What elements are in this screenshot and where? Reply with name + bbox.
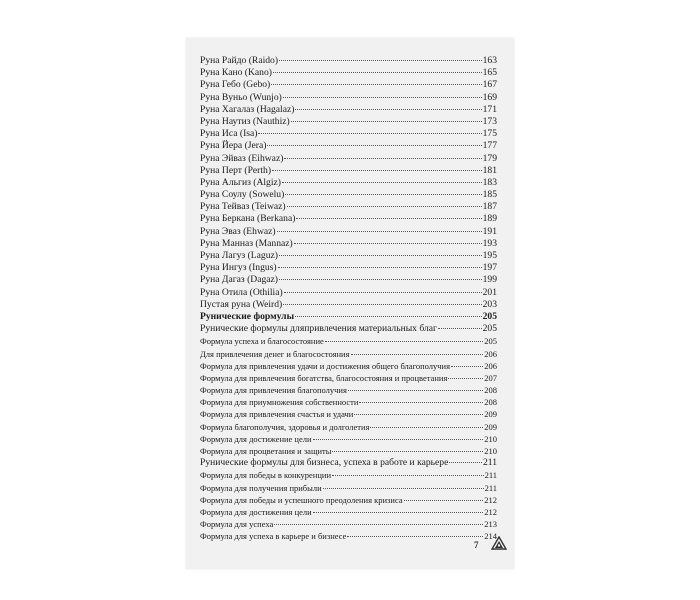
toc-entry xyxy=(200,92,497,104)
toc-entry xyxy=(200,408,497,420)
dot-leader xyxy=(283,97,482,98)
toc-entry-page: 205 xyxy=(484,336,497,347)
toc-entry-title: Руна Тейваз (Teiwaz) xyxy=(200,201,286,213)
toc-entry xyxy=(200,79,497,91)
dot-leader xyxy=(279,255,482,256)
toc-entry-title: Руна Гебо (Gebo) xyxy=(200,79,271,91)
toc-entry xyxy=(200,165,497,177)
toc-entry-title: Для привлечения денег и благосостояния xyxy=(200,348,350,359)
toc-entry-title: Руна Вуньо (Wunjo) xyxy=(200,91,282,103)
toc-entry xyxy=(200,189,497,201)
toc-entry-page: 206 xyxy=(484,348,497,359)
toc-entry xyxy=(200,372,497,384)
toc-entry-title: Рунические формулы дляпривлечения материальных благ xyxy=(200,323,437,335)
toc-entry xyxy=(200,226,497,238)
toc-entry-page: 210 xyxy=(484,446,497,456)
toc-entry-title: Формула для процветания и защиты xyxy=(200,446,332,456)
toc-entry-title: Формула для успеха xyxy=(200,519,274,530)
dot-leader xyxy=(284,292,482,293)
toc-entry-title: Руна Эйваз (Eihwaz) xyxy=(200,152,284,164)
dot-leader xyxy=(351,354,484,355)
toc-entry-title: Формула для победы в конкуренции xyxy=(200,470,332,481)
toc-entry-page: 175 xyxy=(482,128,497,140)
dot-leader xyxy=(359,402,483,403)
toc-entry xyxy=(200,323,497,335)
toc-entry-title: Руна Беркана (Berkana) xyxy=(200,213,296,225)
toc-entry-page: 207 xyxy=(484,372,497,383)
dot-leader xyxy=(277,231,482,232)
dot-leader xyxy=(273,72,482,73)
toc-entry xyxy=(200,335,497,347)
dot-leader xyxy=(271,84,481,85)
toc-entry-title: Руна Лагуз (Laguz) xyxy=(200,250,278,261)
toc-entry xyxy=(200,128,497,140)
toc-entry-page: 171 xyxy=(482,103,497,115)
toc-entry xyxy=(200,311,497,323)
toc-entry xyxy=(200,360,497,372)
toc-entry-page: 206 xyxy=(484,360,497,371)
toc-entry-page: 173 xyxy=(482,115,497,127)
toc-entry xyxy=(200,433,497,445)
toc-entry-title: Формула для получения прибыли xyxy=(200,482,322,493)
dot-leader xyxy=(278,267,482,268)
toc-entry xyxy=(200,55,497,67)
toc-entry-page: 177 xyxy=(482,140,497,152)
toc-entry-page: 201 xyxy=(482,286,497,298)
dot-leader xyxy=(313,512,484,513)
dot-leader xyxy=(284,158,481,159)
toc-entry-page: 208 xyxy=(484,385,497,396)
toc-entry-page: 195 xyxy=(482,250,497,261)
dot-leader xyxy=(272,170,482,171)
dot-leader xyxy=(294,243,482,244)
toc-entry xyxy=(200,396,497,408)
toc-entry xyxy=(200,530,497,542)
toc-entry-title: Руна Альгиз (Algiz) xyxy=(200,176,281,188)
toc-entry-page: 214 xyxy=(484,531,497,542)
toc-entry-page: 211 xyxy=(482,457,497,469)
toc-entry-page: 167 xyxy=(482,79,497,91)
toc-entry-title: Рунические формулы для бизнеса, успеха в работе и карьере xyxy=(200,457,449,469)
toc-entry-page: 189 xyxy=(482,213,497,225)
toc-entry-title: Руна Ингуз (Ingus) xyxy=(200,262,277,274)
toc-entry-page: 211 xyxy=(484,470,497,481)
toc-entry-title: Формула для достижения цели xyxy=(200,506,312,517)
toc-entry-page: 179 xyxy=(482,152,497,164)
toc-entry xyxy=(200,506,497,518)
dot-leader xyxy=(348,390,483,391)
dot-leader xyxy=(295,316,482,317)
toc-entry xyxy=(200,469,497,481)
toc-entry-title: Формула успеха и благосостояние xyxy=(200,336,324,347)
toc-entry xyxy=(200,457,497,469)
toc-entry xyxy=(200,421,497,433)
toc-entry-title: Формула для привлечения счастья и удачи xyxy=(200,409,354,420)
dot-leader xyxy=(449,462,482,463)
toc-entry-title: Рунические формулы xyxy=(200,310,295,322)
dot-leader xyxy=(274,524,483,525)
dot-leader xyxy=(279,279,482,280)
toc-entry-title: Формула для привлечения богатства, благосостояния и процветания xyxy=(200,372,448,383)
toc-entry-title: Руна Дагаз (Dagaz) xyxy=(200,274,278,286)
toc-entry-page: 210 xyxy=(484,433,497,444)
dot-leader xyxy=(282,182,482,183)
toc-entry-title: Формула для успеха в карьере и бизнесе xyxy=(200,531,347,542)
dot-leader xyxy=(332,475,484,476)
toc-entry-page: 205 xyxy=(482,310,497,322)
toc-entry-page: 203 xyxy=(482,298,497,310)
toc-entry-page: 165 xyxy=(482,67,497,79)
table-of-contents xyxy=(200,55,497,543)
toc-entry-title: Руна Райдо (Raido) xyxy=(200,55,279,66)
toc-entry-title: Руна Манназ (Mannaz) xyxy=(200,237,293,249)
toc-entry-title: Руна Эваз (Ehwaz) xyxy=(200,225,276,237)
dot-leader xyxy=(354,414,483,415)
toc-entry-title: Формула для приумножения собственности xyxy=(200,397,359,408)
toc-entry xyxy=(200,67,497,79)
toc-entry-page: 163 xyxy=(482,55,497,66)
dot-leader xyxy=(296,218,481,219)
toc-entry-page: 193 xyxy=(482,237,497,249)
dot-leader xyxy=(451,366,483,367)
toc-entry xyxy=(200,287,497,299)
toc-entry-page: 197 xyxy=(482,262,497,274)
toc-entry xyxy=(200,238,497,250)
dot-leader xyxy=(448,378,483,379)
dot-leader xyxy=(279,60,482,61)
dot-leader xyxy=(295,109,481,110)
toc-entry xyxy=(200,104,497,116)
dot-leader xyxy=(267,145,481,146)
toc-entry xyxy=(200,250,497,262)
toc-entry-title: Формула для победы и успешного преодоления кризиса xyxy=(200,494,403,505)
toc-entry-page: 181 xyxy=(482,164,497,176)
toc-entry-title: Руна Отила (Othilia) xyxy=(200,286,283,298)
toc-entry xyxy=(200,213,497,225)
dot-leader xyxy=(325,341,483,342)
toc-entry-page: 199 xyxy=(482,274,497,286)
dot-leader xyxy=(323,488,484,489)
toc-entry-title: Формула благополучия, здоровья и долголетия xyxy=(200,421,370,432)
toc-entry-title: Формула для привлечения удачи и достижения общего благополучия xyxy=(200,360,451,371)
dot-leader xyxy=(332,451,483,452)
toc-entry xyxy=(200,274,497,286)
dot-leader xyxy=(404,500,484,501)
dot-leader xyxy=(283,304,481,305)
dot-leader xyxy=(370,427,483,428)
toc-entry-page: 212 xyxy=(484,506,497,517)
toc-entry-page: 209 xyxy=(484,409,497,420)
toc-entry xyxy=(200,518,497,530)
toc-entry xyxy=(200,348,497,360)
page-number: 7 xyxy=(474,540,479,550)
toc-entry xyxy=(200,201,497,213)
toc-entry xyxy=(200,177,497,189)
toc-entry xyxy=(200,384,497,396)
toc-entry-page: 211 xyxy=(484,482,497,493)
dot-leader xyxy=(313,439,484,440)
toc-entry-page: 183 xyxy=(482,176,497,188)
toc-entry xyxy=(200,299,497,311)
dot-leader xyxy=(438,328,482,329)
dot-leader xyxy=(347,536,483,537)
dot-leader xyxy=(258,133,481,134)
dot-leader xyxy=(291,121,482,122)
toc-entry-page: 205 xyxy=(482,323,497,335)
dot-leader xyxy=(285,194,481,195)
toc-entry xyxy=(200,140,497,152)
toc-entry-title: Пустая руна (Weird) xyxy=(200,298,283,310)
toc-entry xyxy=(200,482,497,494)
toc-entry-page: 213 xyxy=(484,519,497,530)
toc-entry-title: Руна Перт (Perth) xyxy=(200,164,272,176)
toc-entry-title: Руна Иса (Isa) xyxy=(200,128,258,140)
toc-entry-title: Руна Соулу (Sowelu) xyxy=(200,189,285,201)
toc-entry-title: Формула для привлечения благополучия xyxy=(200,385,347,396)
toc-entry-page: 187 xyxy=(482,201,497,213)
toc-entry-page: 191 xyxy=(482,225,497,237)
toc-entry-page: 169 xyxy=(482,91,497,103)
toc-entry-title: Руна Хагалаз (Hagalaz) xyxy=(200,103,295,115)
toc-entry xyxy=(200,153,497,165)
toc-entry-title: Руна Йера (Jera) xyxy=(200,140,267,152)
toc-entry-page: 209 xyxy=(484,421,497,432)
toc-entry xyxy=(200,116,497,128)
dot-leader xyxy=(287,206,482,207)
toc-entry-title: Формула для достижение цели xyxy=(200,433,312,444)
publisher-logo-icon xyxy=(491,536,507,550)
toc-entry-title: Руна Наутиз (Nauthiz) xyxy=(200,115,290,127)
toc-entry-page: 212 xyxy=(484,494,497,505)
toc-entry xyxy=(200,494,497,506)
toc-entry-page: 185 xyxy=(482,189,497,201)
toc-entry xyxy=(200,262,497,274)
toc-entry-title: Руна Кано (Kano) xyxy=(200,67,272,79)
toc-entry xyxy=(200,445,497,457)
toc-entry-page: 208 xyxy=(484,397,497,408)
